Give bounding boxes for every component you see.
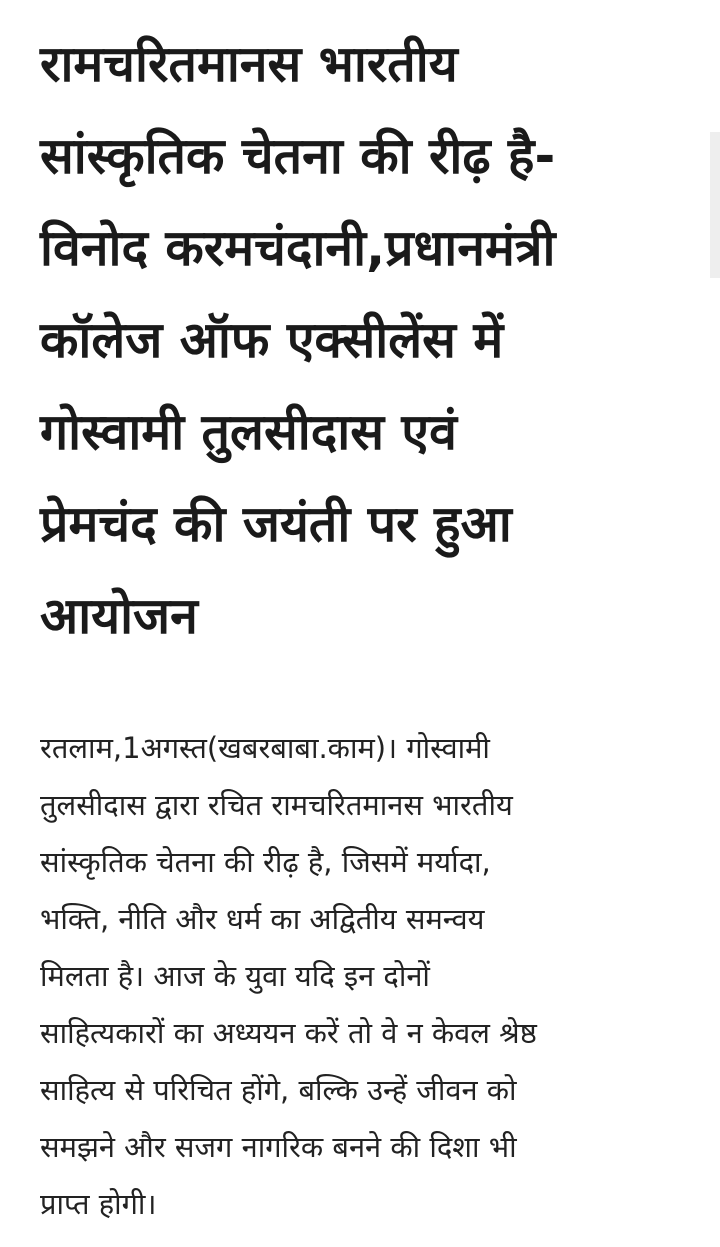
headline-line: सांस्कृतिक चेतना की रीढ़ है- xyxy=(40,127,556,185)
headline-line: कॉलेज ऑफ एक्सीलेंस में xyxy=(40,311,504,369)
headline-line: आयोजन xyxy=(40,587,198,645)
body-line: तुलसीदास द्वारा रचित रामचरितमानस भारतीय xyxy=(40,788,513,822)
body-line: मिलता है। आज के युवा यदि इन दोनों xyxy=(40,959,430,993)
body-line: साहित्य से परिचित होंगे, बल्कि उन्हें जीवन को xyxy=(40,1073,517,1107)
body-line: प्राप्त होगी। xyxy=(40,1187,157,1221)
headline-line: विनोद करमचंदानी,प्रधानमंत्री xyxy=(40,219,556,277)
body-line: समझने और सजग नागरिक बनने की दिशा भी xyxy=(40,1130,517,1164)
body-line: सांस्कृतिक चेतना की रीढ़ है, जिसमें मर्यादा, xyxy=(40,845,491,879)
headline-line: गोस्वामी तुलसीदास एवं xyxy=(40,403,457,461)
headline-line: रामचरितमानस भारतीय xyxy=(40,35,458,93)
body-line: रतलाम,1अगस्त(खबरबाबा.काम)। गोस्वामी xyxy=(40,731,490,765)
article-headline xyxy=(40,18,700,662)
body-line: साहित्यकारों का अध्ययन करें तो वे न केवल श्रेष्ठ xyxy=(40,1016,537,1050)
article xyxy=(40,18,700,662)
scrollbar[interactable] xyxy=(710,132,720,278)
article-body xyxy=(40,720,700,1233)
body-line: भक्ति, नीति और धर्म का अद्वितीय समन्वय xyxy=(40,902,485,936)
headline-line: प्रेमचंद की जयंती पर हुआ xyxy=(40,495,512,553)
